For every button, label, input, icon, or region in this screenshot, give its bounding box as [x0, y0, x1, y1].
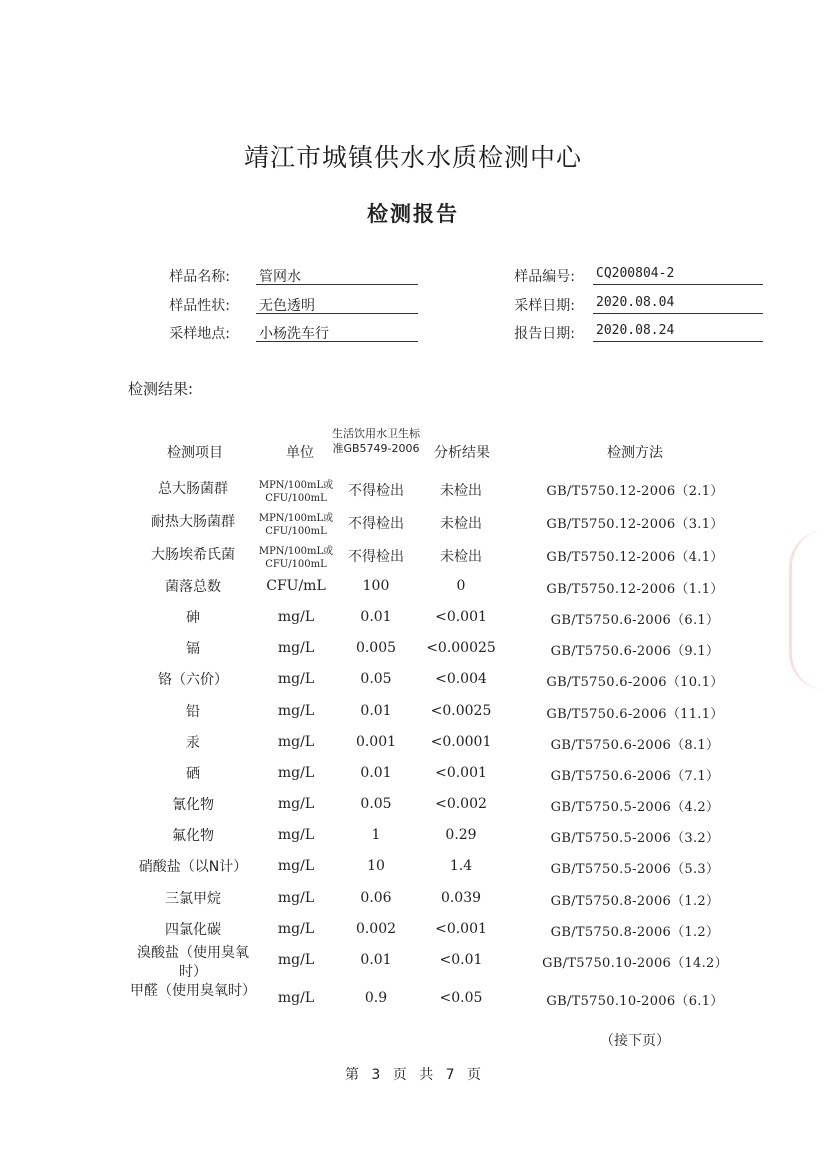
cell-unit: mg/L — [277, 952, 315, 968]
cell-method: GB/T5750.10-2006（14.2） — [542, 956, 728, 971]
cell-result: <0.001 — [435, 921, 487, 937]
cell-method: GB/T5750.6-2006（6.1） — [550, 613, 720, 628]
cell-result: 未检出 — [440, 549, 482, 565]
cell-method: GB/T5750.12-2006（3.1） — [546, 517, 724, 532]
table-row — [0, 546, 826, 576]
cell-result: <0.05 — [439, 990, 483, 1006]
cell-method: GB/T5750.6-2006（11.1） — [546, 707, 724, 722]
report-date-label: 报告日期: — [514, 326, 575, 342]
cell-result: <0.0001 — [430, 734, 492, 750]
cell-standard: 1 — [371, 827, 381, 843]
table-row — [0, 640, 826, 670]
table-row — [0, 796, 826, 826]
cell-standard: 0.9 — [364, 990, 388, 1006]
cell-unit: CFU/mL — [266, 578, 326, 594]
cell-item: 铬（六价） — [158, 672, 228, 688]
results-table-header — [0, 426, 826, 474]
cell-unit: mg/L — [277, 990, 315, 1006]
table-row — [0, 480, 826, 510]
cell-item: 硝酸盐（以N计） — [138, 859, 248, 875]
cell-result: <0.01 — [439, 952, 483, 968]
cell-unit: MPN/100mL或CFU/100mL — [258, 513, 334, 537]
cell-standard: 0.06 — [360, 890, 392, 906]
header-standard: 生活饮用水卫生标准GB5749-2006 — [332, 427, 420, 455]
cell-standard: 0.01 — [360, 609, 392, 625]
table-row — [0, 671, 826, 701]
table-row — [0, 609, 826, 639]
results-heading: 检测结果: — [128, 380, 194, 398]
report-date-field — [475, 323, 775, 343]
continued-note: （接下页） — [600, 1033, 670, 1049]
cell-result: 0.29 — [445, 827, 477, 843]
cell-item: 三氯甲烷 — [165, 891, 221, 907]
cell-unit: mg/L — [277, 734, 315, 750]
cell-method: GB/T5750.10-2006（6.1） — [546, 994, 724, 1009]
cell-standard: 0.01 — [360, 952, 392, 968]
cell-result: 0.039 — [440, 890, 482, 906]
sampling-date-label: 采样日期: — [514, 298, 575, 314]
cell-item: 氟化物 — [172, 828, 214, 844]
sampling-location-label: 采样地点: — [169, 326, 230, 342]
cell-unit: mg/L — [277, 890, 315, 906]
sampling-date-value: 2020.08.04 — [593, 295, 763, 314]
cell-method: GB/T5750.6-2006（10.1） — [546, 675, 724, 690]
cell-standard: 不得检出 — [348, 483, 404, 499]
cell-item: 氰化物 — [172, 797, 214, 813]
cell-result: 未检出 — [440, 516, 482, 532]
sample-number-label: 样品编号: — [514, 269, 575, 285]
table-row — [0, 858, 826, 888]
cell-standard: 0.01 — [360, 765, 392, 781]
cell-result: <0.004 — [435, 671, 487, 687]
cell-item: 甲醛（使用臭氧时） — [130, 983, 256, 999]
table-row — [0, 734, 826, 764]
organization-title: 靖江市城镇供水水质检测中心 — [243, 143, 582, 172]
cell-result: <0.001 — [435, 765, 487, 781]
report-title: 检测报告 — [367, 202, 459, 226]
sample-name-label: 样品名称: — [169, 269, 230, 285]
cell-unit: mg/L — [277, 765, 315, 781]
header-item: 检测项目 — [167, 445, 223, 461]
cell-item: 铅 — [186, 704, 200, 720]
cell-item: 硒 — [186, 766, 200, 782]
cell-result: 0 — [456, 578, 466, 594]
cell-unit: mg/L — [277, 671, 315, 687]
cell-item: 菌落总数 — [165, 579, 221, 595]
sample-name-field — [130, 266, 430, 286]
cell-item: 大肠埃希氏菌 — [151, 547, 235, 563]
cell-unit: mg/L — [277, 921, 315, 937]
cell-standard: 0.05 — [360, 671, 392, 687]
page-number: 第 3 页 共 7 页 — [344, 1067, 482, 1083]
cell-result: <0.002 — [435, 796, 487, 812]
cell-standard: 0.005 — [355, 640, 397, 656]
cell-item: 汞 — [186, 735, 200, 751]
cell-unit: mg/L — [277, 827, 315, 843]
cell-standard: 100 — [362, 578, 390, 594]
cell-result: <0.0025 — [430, 703, 492, 719]
sampling-location-value: 小杨洗车行 — [256, 323, 418, 342]
cell-method: GB/T5750.8-2006（1.2） — [550, 894, 720, 909]
sample-name-value: 管网水 — [256, 266, 418, 285]
red-seal-mark — [789, 530, 826, 690]
sample-property-value: 无色透明 — [256, 295, 418, 314]
cell-method: GB/T5750.12-2006（2.1） — [546, 484, 724, 499]
table-row — [0, 921, 826, 951]
cell-method: GB/T5750.12-2006（1.1） — [546, 582, 724, 597]
cell-standard: 0.05 — [360, 796, 392, 812]
cell-method: GB/T5750.6-2006（8.1） — [550, 738, 720, 753]
cell-unit: MPN/100mL或CFU/100mL — [258, 546, 334, 570]
sampling-date-field — [475, 295, 775, 315]
cell-standard: 0.001 — [355, 734, 397, 750]
sample-property-field — [130, 295, 430, 315]
cell-result: 未检出 — [440, 483, 482, 499]
table-row — [0, 513, 826, 543]
table-row — [0, 983, 826, 1020]
table-row — [0, 765, 826, 795]
cell-method: GB/T5750.5-2006（4.2） — [550, 800, 720, 815]
cell-method: GB/T5750.5-2006（5.3） — [550, 862, 720, 877]
cell-standard: 0.002 — [355, 921, 397, 937]
sample-number-value: CQ200804-2 — [593, 266, 763, 285]
cell-standard: 10 — [367, 858, 385, 874]
cell-item: 耐热大肠菌群 — [151, 514, 235, 530]
table-row — [0, 827, 826, 857]
cell-method: GB/T5750.6-2006（7.1） — [550, 769, 720, 784]
table-row — [0, 703, 826, 733]
report-date-value: 2020.08.24 — [593, 323, 763, 342]
cell-item: 镉 — [186, 641, 200, 657]
table-row — [0, 890, 826, 920]
cell-item: 总大肠菌群 — [158, 481, 228, 497]
cell-method: GB/T5750.5-2006（3.2） — [550, 831, 720, 846]
table-row — [0, 578, 826, 608]
cell-standard: 0.01 — [360, 703, 392, 719]
cell-unit: mg/L — [277, 703, 315, 719]
cell-unit: mg/L — [277, 609, 315, 625]
sample-number-field — [475, 266, 775, 286]
cell-item: 四氯化碳 — [165, 922, 221, 938]
cell-standard: 不得检出 — [348, 516, 404, 532]
cell-method: GB/T5750.6-2006（9.1） — [550, 644, 720, 659]
cell-unit: mg/L — [277, 796, 315, 812]
header-result: 分析结果 — [434, 445, 490, 461]
sampling-location-field — [130, 323, 430, 343]
cell-method: GB/T5750.12-2006（4.1） — [546, 550, 724, 565]
cell-unit: mg/L — [277, 858, 315, 874]
cell-standard: 不得检出 — [348, 549, 404, 565]
cell-result: <0.00025 — [426, 640, 496, 656]
header-unit: 单位 — [286, 445, 314, 461]
cell-result: 1.4 — [449, 858, 473, 874]
cell-method: GB/T5750.8-2006（1.2） — [550, 925, 720, 940]
header-method: 检测方法 — [607, 445, 663, 461]
table-row — [0, 945, 826, 982]
cell-unit: MPN/100mL或CFU/100mL — [258, 480, 334, 504]
cell-result: <0.001 — [435, 609, 487, 625]
cell-item: 砷 — [186, 610, 200, 626]
cell-item: 溴酸盐（使用臭氧时） — [137, 945, 249, 980]
cell-unit: mg/L — [277, 640, 315, 656]
sample-property-label: 样品性状: — [169, 298, 230, 314]
